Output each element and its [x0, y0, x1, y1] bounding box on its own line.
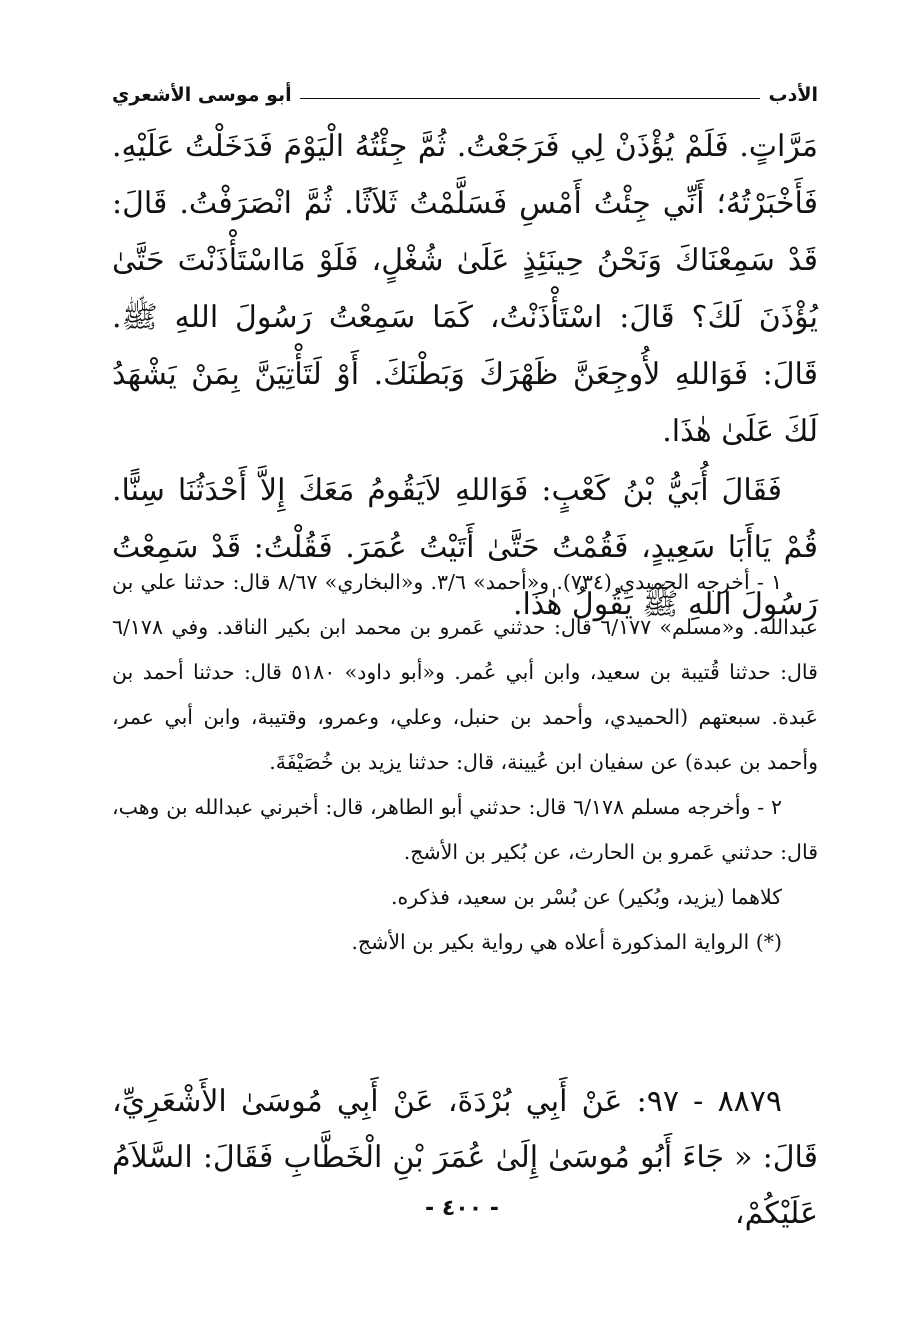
- hadith-paragraph: فَقَالَ أُبَيُّ بْنُ كَعْبٍ: فَوَاللهِ لاَيَقُومُ مَعَكَ إِلاَّ أَحْدَثُنَا سِنًّا. قُمْ يَاأَبَا سَعِيدٍ، فَقُمْتُ حَتَّىٰ أَتَيْتُ عُمَرَ. فَقُلْتُ: قَدْ سَمِعْتُ رَسُولَ اللهِ ﷺ يَقُولُ هٰذَا.: [112, 473, 818, 622]
- running-header: [112, 78, 818, 106]
- next-hadith-text: ٨٨٧٩ - ٩٧: عَنْ أَبِي بُرْدَةَ، عَنْ أَبِي مُوسَىٰ الأَشْعَرِيِّ، قَالَ: « جَاءَ أَبُو مُوسَىٰ إِلَىٰ عُمَرَ بْنِ الْخَطَّابِ فَقَالَ: السَّلاَمُ عَلَيْكُمْ،: [112, 1084, 818, 1231]
- page-number: - ٤٠٠ -: [425, 1196, 499, 1221]
- chapter-title: الأدب: [768, 84, 818, 106]
- hadith-paragraph: مَرَّاتٍ. فَلَمْ يُؤْذَنْ لِي فَرَجَعْتُ. ثُمَّ جِئْتُهُ الْيَوْمَ فَدَخَلْتُ عَلَيْهِ. فَأَخْبَرْتُهُ؛ أَنِّي جِئْتُ أَمْسِ فَسَلَّمْتُ ثَلاَثًا. ثُمَّ انْصَرَفْتُ. قَالَ: قَدْ سَمِعْنَاكَ وَنَحْنُ حِينَئِذٍ عَلَىٰ شُغْلٍ، فَلَوْ مَااسْتَأْذَنْتَ حَتَّىٰ يُؤْذَنَ لَكَ؟ قَالَ: اسْتَأْذَنْتُ، كَمَا سَمِعْتُ رَسُولَ اللهِ ﷺ. قَالَ: فَوَاللهِ لأُوجِعَنَّ ظَهْرَكَ وَبَطْنَكَ. أَوْ لَتَأْتِيَنَّ بِمَنْ يَشْهَدُ لَكَ عَلَىٰ هٰذَا.: [112, 129, 818, 449]
- narrator-title: أبو موسى الأشعري: [112, 84, 292, 106]
- footnote: ١ - أخرجه الحميدي (٧٣٤). و«أحمد» ٣/٦. و«البخاري» ٨/٦٧ قال: حدثنا علي بن عبدالله. و«مسلم» ٦/١٧٧ قال: حدثني عَمرو بن محمد ابن بكير الناقد. وفي ٦/١٧٨ قال: حدثنا قُتيبة بن سعيد، وابن أبي عُمر. و«أبو داود» ٥١٨٠ قال: حدثنا أحمد بن عَبدة. سبعتهم (الحميدي، وأحمد بن حنبل، وعلي، وعمرو، وقتيبة، وابن أبي عمر، وأحمد بن عبدة) عن سفيان ابن عُيينة، قال: حدثنا يزيد بن خُصَيْفَةَ.: [112, 570, 818, 774]
- footnote: ٢ - وأخرجه مسلم ٦/١٧٨ قال: حدثني أبو الطاهر، قال: أخبرني عبدالله بن وهب، قال: حدثني عَمرو بن الحارث، عن بُكير بن الأشج.: [112, 795, 818, 864]
- header-rule: [300, 98, 761, 99]
- footnote: (*) الرواية المذكورة أعلاه هي رواية بكير بن الأشج.: [351, 930, 782, 954]
- hadith-text: [112, 118, 818, 633]
- footnote: كلاهما (يزيد، وبُكير) عن بُسْر بن سعيد، فذكره.: [390, 885, 782, 909]
- footnotes: [112, 560, 818, 965]
